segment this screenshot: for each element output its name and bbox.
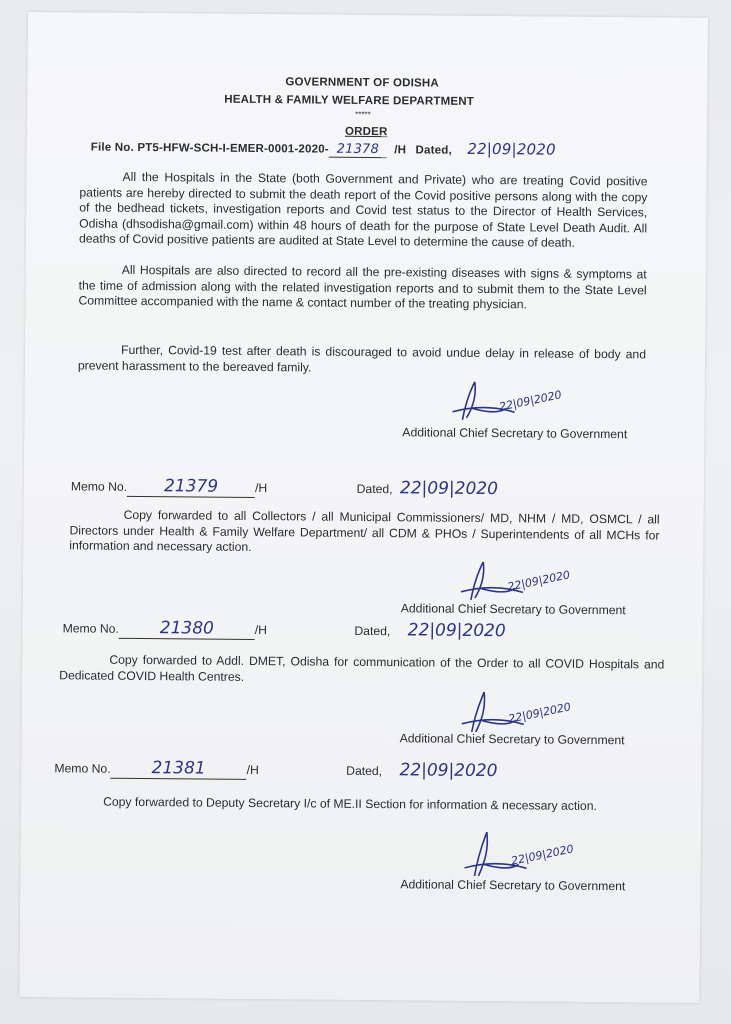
signature-order [444, 378, 644, 430]
file-dated-label: Dated, [415, 144, 452, 157]
file-number-line [91, 137, 556, 160]
memo-3-number: 21381 [111, 761, 247, 780]
file-date-handwritten: 22|09|2020 [467, 139, 556, 159]
order-paragraph-3: Further, Covid-19 test after death is discouraged to avoid undue delay in release of body and prevent harassment to the bereaved family. [77, 342, 647, 375]
memo-2-date: 22|09|2020 [407, 620, 506, 642]
file-number-handwritten: 21378 [329, 142, 387, 159]
memo-1-date: 22|09|2020 [399, 478, 499, 500]
memo-2-text: Copy forwarded to Addl. DMET, Odisha for communication of the Order to all COVID Hospitals and Dedicated COVID Health Centres. [59, 652, 665, 684]
government-heading: GOVERNMENT OF ODISHA [285, 76, 439, 90]
memo-1-designation: Additional Chief Secretary to Government [400, 601, 626, 618]
signature-memo-1-date: 22|09|2020 [506, 568, 572, 594]
file-number-label: File No. PT5-HFW-SCH-I-EMER-0001-2020- [90, 141, 329, 156]
memo-3-date: 22|09|2020 [399, 760, 498, 782]
signature-memo-3-date: 22|09|2020 [510, 842, 575, 868]
signature-memo-3 [456, 828, 656, 885]
memo-3-designation: Additional Chief Secretary to Government [400, 877, 626, 894]
memo-1-text: Copy forwarded to all Collectors / all Municipal Commissioners/ MD, NHM / MD, OSMCL / all Directors under Health & Family Welfare Department/ all CDM & PHOs / Superintendents of all MCHs for information and necessary action. [69, 507, 660, 555]
memo-3-suffix: /H [246, 762, 259, 778]
memo-2-number: 21380 [119, 621, 255, 640]
memo-1-suffix: /H [255, 480, 268, 496]
memo-3-header [54, 760, 497, 781]
document-page [19, 12, 708, 1003]
signature-memo-1 [453, 556, 653, 608]
memo-1-dated-label: Dated, [356, 481, 393, 497]
stars-separator: ***** [355, 109, 371, 119]
order-paragraph-1: All the Hospitals in the State (both Government and Private) who are treating Covid positive patients are hereby directed to submit the death report of the Covid positive persons along with the copy of the bedhead tickets, investigation reports and Covid test status to the Director of Health Services, Odisha (dhsodisha@gmail.com) within 48 hours of death for the purpose of State Level Death Audit. All deaths of Covid positive patients are audited at State Level to determine the cause of death. [78, 169, 648, 251]
order-title: ORDER [344, 125, 388, 139]
memo-3-dated-label: Dated, [346, 763, 383, 779]
memo-2-designation: Additional Chief Secretary to Government [399, 731, 625, 748]
memo-3-text: Copy forwarded to Deputy Secretary I/c of ME.II Section for information & necessary action. [103, 794, 597, 813]
department-heading: HEALTH & FAMILY WELFARE DEPARTMENT [224, 93, 475, 108]
memo-2-dated-label: Dated, [354, 623, 391, 639]
memo-2-suffix: /H [254, 623, 268, 638]
order-paragraph-2: All Hospitals are also directed to record all the pre-existing diseases with signs & symptoms at the time of admission along with the related investigation reports and to submit them to the State Level Committee accompanied with the name & contact number of the treating physician. [78, 262, 647, 312]
signature-order-date: 22|09|2020 [497, 388, 563, 414]
memo-2-label: Memo No. [62, 621, 119, 636]
signature-order-designation: Additional Chief Secretary to Government [402, 425, 628, 442]
file-number-suffix: /H [394, 144, 407, 157]
memo-1-header [71, 478, 498, 499]
memo-1-number: 21379 [127, 479, 255, 498]
signature-memo-2-date: 22|09|2020 [507, 700, 572, 726]
memo-3-label: Memo No. [54, 761, 111, 776]
memo-1-label: Memo No. [70, 479, 128, 494]
memo-2-header [63, 620, 506, 641]
